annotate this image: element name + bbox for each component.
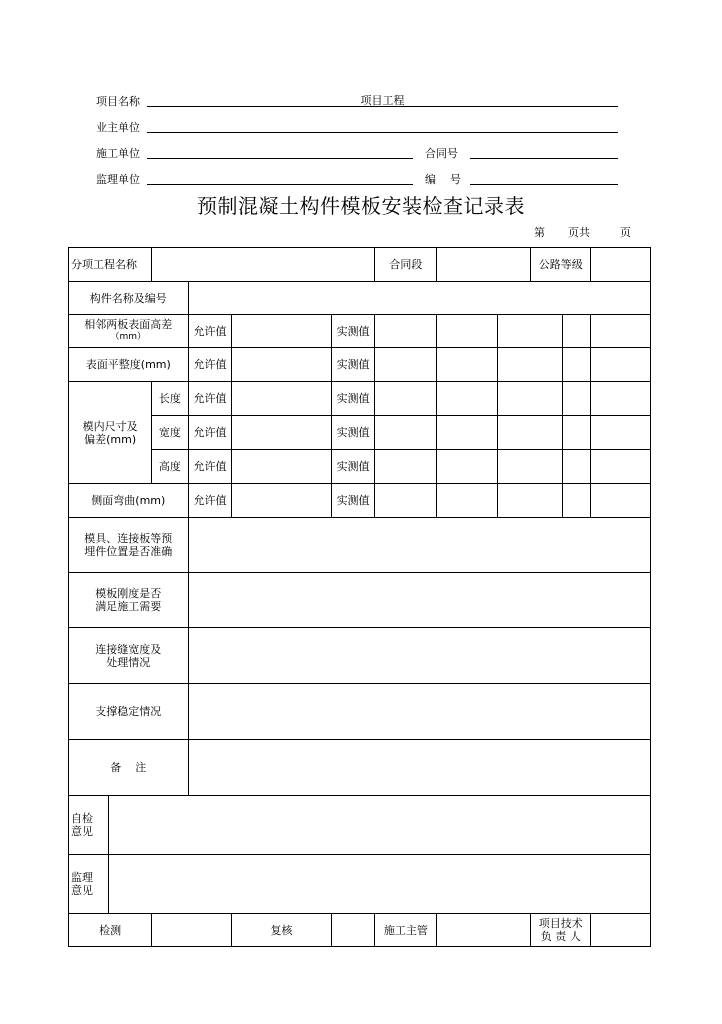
- owner-field[interactable]: [147, 118, 618, 133]
- contractor-field[interactable]: [147, 144, 413, 159]
- measured-cell[interactable]: [498, 348, 563, 382]
- measured-cell[interactable]: [498, 416, 563, 450]
- measured-label: 实测值: [331, 484, 375, 518]
- mold-label: [69, 518, 189, 573]
- tech-lead-label: [531, 914, 591, 947]
- measured-label: 实测值: [331, 382, 375, 416]
- mold-label-line2: 埋件位置是否准确: [84, 545, 173, 558]
- measured-cell[interactable]: [563, 315, 591, 348]
- tech-lead-line1: 项目技术: [538, 917, 583, 930]
- page-ye: 页: [620, 226, 631, 239]
- rigidity-value[interactable]: [188, 573, 650, 628]
- measured-cell[interactable]: [375, 315, 437, 348]
- component-label: 构件名称及编号: [69, 282, 189, 315]
- measured-cell[interactable]: [375, 484, 437, 518]
- allow-value[interactable]: [232, 450, 331, 484]
- subitem-value[interactable]: [152, 248, 375, 282]
- adjacent-label-line1: 相邻两板表面高差: [84, 318, 173, 331]
- joint-label: [69, 628, 189, 684]
- self-check-line1: 自检: [71, 812, 93, 825]
- width-label: 宽度: [152, 416, 188, 450]
- owner-label: 业主单位: [96, 121, 140, 134]
- subitem-label: 分项工程名称: [69, 248, 152, 282]
- inspect-label: 检测: [69, 914, 152, 947]
- measured-cell[interactable]: [591, 348, 651, 382]
- measured-cell[interactable]: [563, 382, 591, 416]
- contract-section-label: 合同段: [375, 248, 437, 282]
- allow-label: 允许值: [188, 348, 232, 382]
- road-grade-value[interactable]: [591, 248, 651, 282]
- measured-cell[interactable]: [437, 348, 498, 382]
- contractor-label: 施工单位: [96, 147, 140, 160]
- tech-lead-line2: 负 责 人: [540, 930, 581, 943]
- contract-section-value[interactable]: [437, 248, 531, 282]
- page-title: 预制混凝土构件模板安装检查记录表: [197, 194, 525, 218]
- measured-cell[interactable]: [375, 416, 437, 450]
- construction-chief-value[interactable]: [437, 914, 531, 947]
- measured-cell[interactable]: [563, 416, 591, 450]
- adjacent-label-line2: （mm）: [110, 332, 147, 342]
- supervision-line1: 监理: [71, 871, 93, 884]
- inspect-value[interactable]: [152, 914, 232, 947]
- tech-lead-value[interactable]: [591, 914, 651, 947]
- rigidity-label: [69, 573, 189, 628]
- measured-cell[interactable]: [591, 484, 651, 518]
- review-value[interactable]: [331, 914, 375, 947]
- supervisor-field[interactable]: [147, 170, 413, 185]
- measured-cell[interactable]: [437, 450, 498, 484]
- allow-label: 允许值: [188, 315, 232, 348]
- joint-label-line2: 处理情况: [106, 655, 151, 669]
- rigidity-label-line1: 模板刚度是否: [95, 587, 162, 600]
- measured-cell[interactable]: [498, 315, 563, 348]
- measured-label: 实测值: [331, 450, 375, 484]
- mold-label-line1: 模具、连接板等预: [84, 532, 173, 545]
- serial-field[interactable]: [470, 170, 618, 185]
- allow-label: 允许值: [188, 416, 232, 450]
- measured-cell[interactable]: [498, 382, 563, 416]
- measured-cell[interactable]: [563, 484, 591, 518]
- height-label: 高度: [152, 450, 188, 484]
- flatness-label: 表面平整度(mm): [69, 348, 189, 382]
- measured-cell[interactable]: [591, 382, 651, 416]
- remark-value[interactable]: [188, 740, 650, 796]
- allow-value[interactable]: [232, 484, 331, 518]
- measured-cell[interactable]: [591, 450, 651, 484]
- measured-cell[interactable]: [498, 450, 563, 484]
- road-grade-label: 公路等级: [531, 248, 591, 282]
- project-name-field[interactable]: 项目工程: [147, 92, 618, 107]
- allow-value[interactable]: [232, 315, 331, 348]
- allow-value[interactable]: [232, 382, 331, 416]
- measured-cell[interactable]: [591, 416, 651, 450]
- measured-label: 实测值: [331, 315, 375, 348]
- measured-cell[interactable]: [375, 382, 437, 416]
- measured-cell[interactable]: [563, 348, 591, 382]
- allow-label: 允许值: [188, 382, 232, 416]
- measured-cell[interactable]: [498, 484, 563, 518]
- allow-value[interactable]: [232, 416, 331, 450]
- construction-chief-label: 施工主管: [375, 914, 437, 947]
- measured-cell[interactable]: [437, 315, 498, 348]
- self-check-line2: 意见: [71, 825, 93, 838]
- supervision-label: [69, 855, 109, 914]
- remark-label: 备 注: [69, 740, 189, 796]
- joint-label-line1: 连接缝宽度及: [95, 642, 162, 656]
- inner-dim-label-line1: 模内尺寸及: [82, 419, 138, 433]
- supervision-value[interactable]: [108, 855, 651, 914]
- supervisor-label: 监理单位: [96, 173, 140, 186]
- measured-cell[interactable]: [437, 484, 498, 518]
- support-value[interactable]: [188, 684, 650, 740]
- contract-no-field[interactable]: [470, 144, 618, 159]
- measured-label: 实测值: [331, 348, 375, 382]
- supervision-line2: 意见: [71, 884, 93, 897]
- allow-label: 允许值: [188, 484, 232, 518]
- component-value[interactable]: [188, 282, 650, 315]
- self-check-value[interactable]: [108, 796, 651, 855]
- project-name-label: 项目名称: [96, 95, 140, 108]
- inspection-table: [68, 247, 651, 947]
- measured-label: 实测值: [331, 416, 375, 450]
- mold-value[interactable]: [188, 518, 650, 573]
- self-check-label: [69, 796, 109, 855]
- serial-label: 编 号: [425, 173, 461, 186]
- side-bend-label: 侧面弯曲(mm): [69, 484, 189, 518]
- page-ye-gong: 页共: [568, 226, 590, 239]
- page-di: 第: [534, 226, 545, 239]
- adjacent-label: [69, 315, 189, 348]
- measured-cell[interactable]: [375, 450, 437, 484]
- measured-cell[interactable]: [375, 348, 437, 382]
- support-label: 支撑稳定情况: [69, 684, 189, 740]
- inner-dim-label: [69, 382, 152, 484]
- allow-label: 允许值: [188, 450, 232, 484]
- measured-cell[interactable]: [437, 382, 498, 416]
- measured-cell[interactable]: [563, 450, 591, 484]
- inner-dim-label-line2: 偏差(mm): [84, 432, 137, 446]
- rigidity-label-line2: 满足施工需要: [95, 600, 162, 613]
- measured-cell[interactable]: [591, 315, 651, 348]
- measured-cell[interactable]: [437, 416, 498, 450]
- length-label: 长度: [152, 382, 188, 416]
- allow-value[interactable]: [232, 348, 331, 382]
- joint-value[interactable]: [188, 628, 650, 684]
- review-label: 复核: [232, 914, 331, 947]
- contract-no-label: 合同号: [425, 147, 458, 160]
